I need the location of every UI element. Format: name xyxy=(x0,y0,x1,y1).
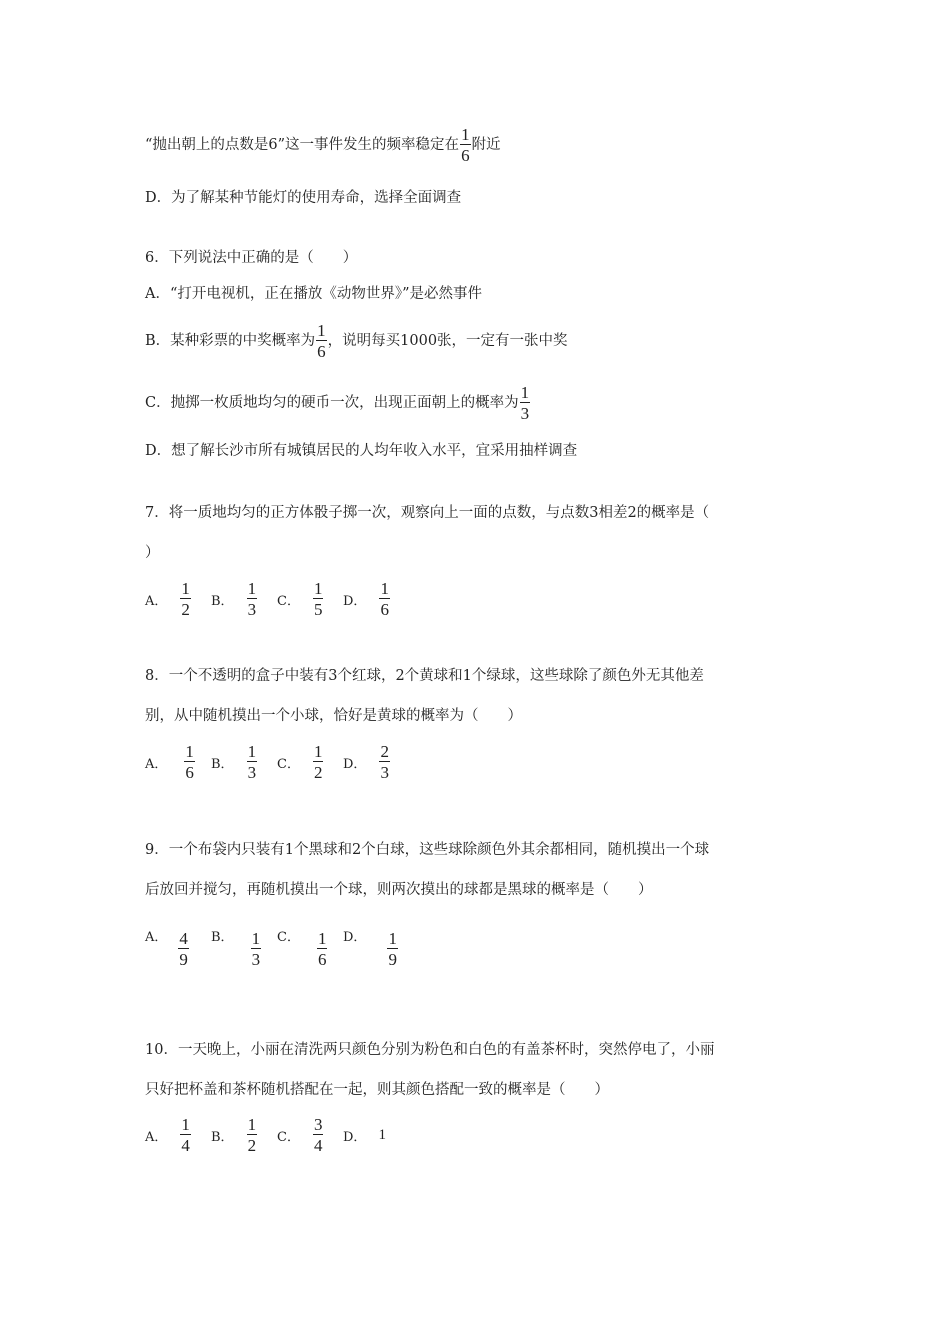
q8-stem-line1: 8．一个不透明的盒子中装有3个红球，2个黄球和1个绿球，这些球除了颜色外无其他差 xyxy=(145,668,704,684)
fraction: $\frac{1}{6}$ xyxy=(461,125,470,165)
q9-option-c: C． $\frac{1}{6}$ xyxy=(277,929,327,969)
q5c-text: “抛出朝上的点数是6”这一事件发生的频率稳定在 xyxy=(145,137,460,153)
fraction: $\frac{1}{3}$ xyxy=(251,929,261,969)
q7-option-b: B． $\frac{1}{3}$ xyxy=(211,579,257,619)
fraction: $\frac{1}{4}$ xyxy=(181,1115,190,1155)
fraction: $\frac{1}{3}$ xyxy=(247,579,257,619)
q6-option-b: B．某种彩票的中奖概率为 $\frac{1}{6}$ ，说明每买1000张，一定有一张中奖 xyxy=(145,321,568,361)
fraction: $\frac{1}{6}$ xyxy=(185,742,194,782)
q5c-tail: 附近 xyxy=(471,137,501,153)
q7-option-d: D． $\frac{1}{6}$ xyxy=(343,579,389,619)
q6-option-d: D．想了解长沙市所有城镇居民的人均年收入水平，宜采用抽样调查 xyxy=(145,443,578,459)
q8-option-d: D． $\frac{2}{3}$ xyxy=(343,742,389,782)
q8-stem-line2: 别，从中随机摸出一个小球，恰好是黄球的概率为（ ） xyxy=(145,708,522,724)
q5-option-d: D．为了解某种节能灯的使用寿命，选择全面调查 xyxy=(145,190,462,206)
q9-stem-line1: 9．一个布袋内只装有1个黑球和2个白球，这些球除颜色外其余都相同，随机摸出一个球 xyxy=(145,842,710,858)
q7-option-a: A． $\frac{1}{2}$ xyxy=(145,579,190,619)
q9-stem-line2: 后放回并搅匀，再随机摸出一个球，则两次摸出的球都是黑球的概率是（ ） xyxy=(145,882,653,898)
q10-options xyxy=(145,1116,409,1154)
q5c-continuation xyxy=(145,126,810,164)
q10-option-b: B． $\frac{1}{2}$ xyxy=(211,1115,257,1155)
fraction: $\frac{1}{2}$ xyxy=(181,579,190,619)
q9-option-b: B． $\frac{1}{3}$ xyxy=(211,929,261,969)
fraction: $\frac{4}{9}$ xyxy=(179,929,188,969)
q8-option-b: B． $\frac{1}{3}$ xyxy=(211,742,257,782)
q10-stem-line1: 10．一天晚上，小丽在清洗两只颜色分别为粉色和白色的有盖茶杯时，突然停电了，小丽 xyxy=(145,1042,715,1058)
fraction: $\frac{1}{2}$ xyxy=(313,742,323,782)
q8-option-a: A． $\frac{1}{6}$ xyxy=(145,742,194,782)
fraction: $\frac{1}{3}$ xyxy=(247,742,257,782)
q7-stem-line1: 7．将一质地均匀的正方体骰子掷一次，观察向上一面的点数，与点数3相差2的概率是（ xyxy=(145,505,710,521)
fraction: $\frac{1}{3}$ xyxy=(520,383,530,423)
fraction: $\frac{1}{6}$ xyxy=(317,929,327,969)
q6-option-a: A．“打开电视机，正在播放《动物世界》”是必然事件 xyxy=(145,286,483,302)
q6-option-c: C．抛掷一枚质地均匀的硬币一次，出现正面朝上的概率为 $\frac{1}{3}$ xyxy=(145,383,530,423)
fraction: $\frac{1}{6}$ xyxy=(317,321,326,361)
fraction: $\frac{1}{2}$ xyxy=(247,1115,257,1155)
q10-option-a: A． $\frac{1}{4}$ xyxy=(145,1115,190,1155)
fraction: $\frac{1}{6}$ xyxy=(380,579,389,619)
q8-option-c: C． $\frac{1}{2}$ xyxy=(277,742,323,782)
q10-option-d: D． 1 xyxy=(343,1126,386,1145)
fraction: $\frac{2}{3}$ xyxy=(380,742,389,782)
fraction: $\frac{1}{9}$ xyxy=(388,929,397,969)
fraction: $\frac{1}{5}$ xyxy=(313,579,323,619)
q7-option-c: C． $\frac{1}{5}$ xyxy=(277,579,323,619)
q9-options xyxy=(145,926,409,968)
q6-stem: 6．下列说法中正确的是（ ） xyxy=(145,250,358,266)
q7-stem-line2: ） xyxy=(145,545,160,561)
q10-option-c: C． $\frac{3}{4}$ xyxy=(277,1115,323,1155)
q10-stem-line2: 只好把杯盖和茶杯随机搭配在一起，则其颜色搭配一致的概率是（ ） xyxy=(145,1082,609,1098)
fraction: $\frac{3}{4}$ xyxy=(313,1115,323,1155)
q8-options xyxy=(145,743,409,781)
q9-option-a: A． $\frac{4}{9}$ xyxy=(145,929,188,969)
q7-options xyxy=(145,580,409,618)
q9-option-d: D． $\frac{1}{9}$ xyxy=(343,929,397,969)
